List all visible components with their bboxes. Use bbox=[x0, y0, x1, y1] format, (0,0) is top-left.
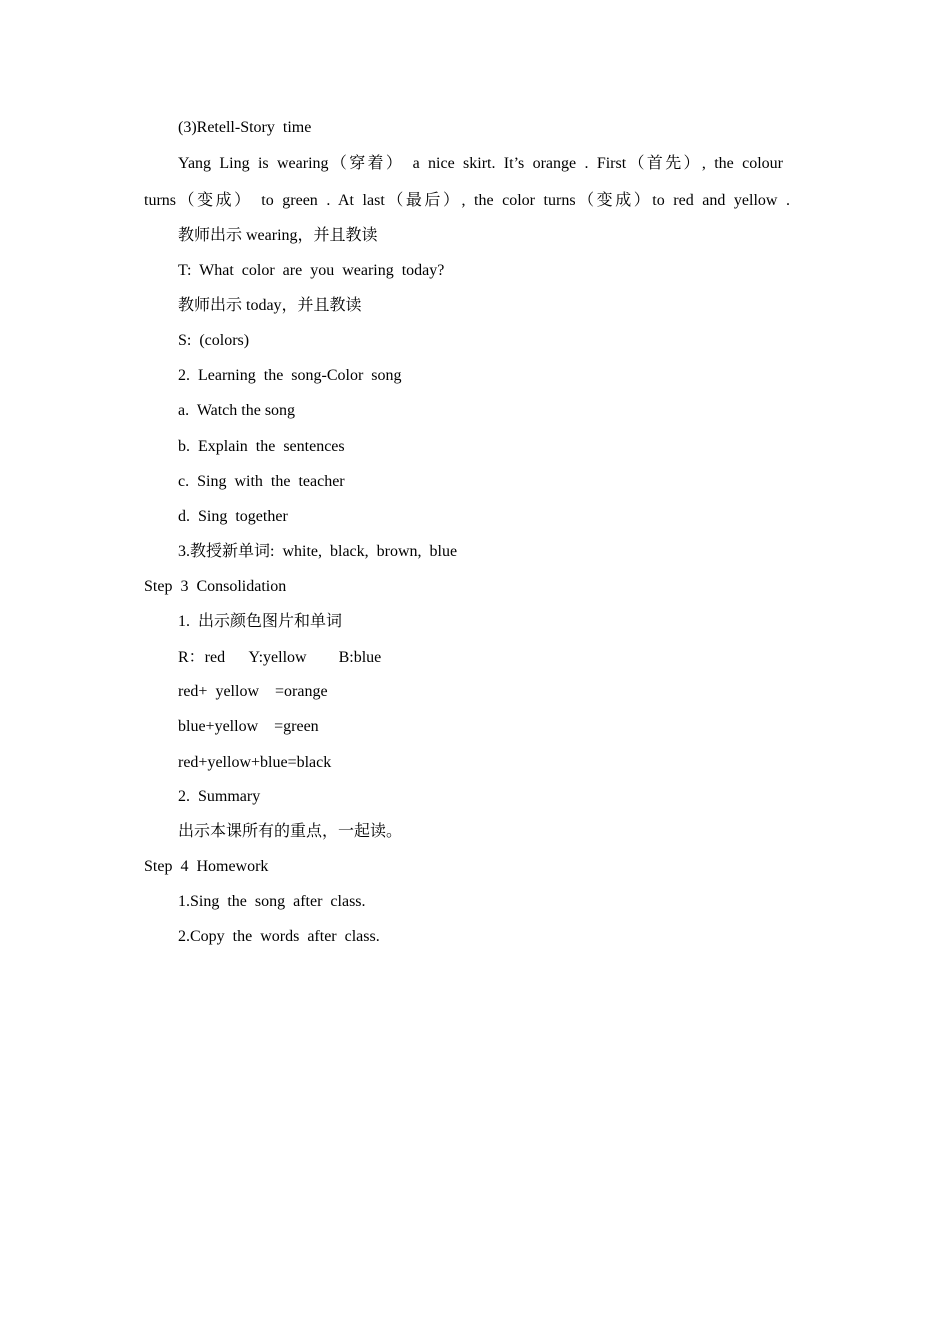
step3-heading: Step 3 Consolidation bbox=[144, 578, 287, 595]
summary-heading: 2. Summary bbox=[178, 788, 261, 805]
song-step-b: b. Explain the sentences bbox=[178, 438, 345, 455]
teacher-note-today: 教师出示 today，并且教读 bbox=[178, 297, 362, 314]
mix-orange: red+ yellow =orange bbox=[178, 683, 328, 700]
consolidation-item-1: 1. 出示颜色图片和单词 bbox=[178, 613, 343, 630]
story-line-1: Yang Ling is wearing（穿着） a nice skirt. It’s orange . First（首先）, the colour bbox=[178, 155, 783, 172]
mix-green: blue+yellow =green bbox=[178, 718, 319, 735]
new-words: 3.教授新单词: white, black, brown, blue bbox=[178, 543, 458, 560]
teacher-note-wearing: 教师出示 wearing，并且教读 bbox=[178, 227, 378, 244]
mix-black: red+yellow+blue=black bbox=[178, 754, 332, 771]
color-key: R：red Y:yellow B:blue bbox=[178, 649, 382, 666]
song-step-a: a. Watch the song bbox=[178, 402, 296, 419]
student-answer: S: (colors) bbox=[178, 332, 250, 349]
song-step-c: c. Sing with the teacher bbox=[178, 473, 345, 490]
story-line-2: turns（变成） to green . At last（最后）, the color turns（变成）to red and yellow . bbox=[144, 192, 790, 209]
homework-item-1: 1.Sing the song after class. bbox=[178, 893, 366, 910]
step4-heading: Step 4 Homework bbox=[144, 858, 269, 875]
retell-heading: (3)Retell-Story time bbox=[178, 119, 312, 136]
song-step-d: d. Sing together bbox=[178, 508, 288, 525]
summary-note: 出示本课所有的重点，一起读。 bbox=[178, 823, 403, 840]
homework-item-2: 2.Copy the words after class. bbox=[178, 928, 380, 945]
teacher-question: T: What color are you wearing today? bbox=[178, 262, 445, 279]
song-heading: 2. Learning the song-Color song bbox=[178, 367, 402, 384]
